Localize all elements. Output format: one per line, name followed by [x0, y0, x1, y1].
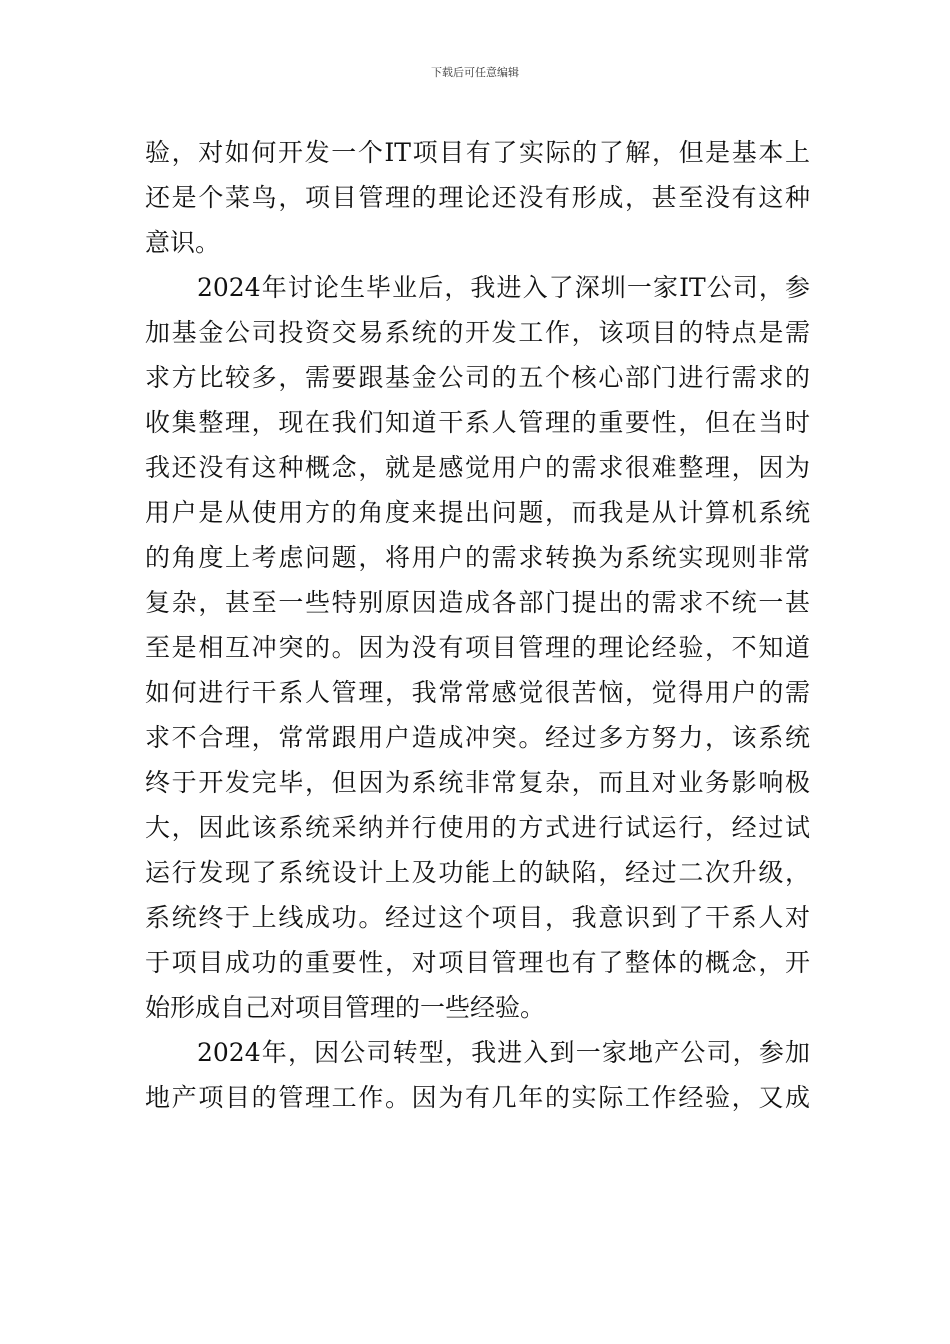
text-line: 终于开发完毕，但因为系统非常复杂，而且对业务影响极 — [145, 768, 810, 797]
text-line: 大，因此该系统采纳并行使用的方式进行试运行，经过试 — [145, 813, 810, 842]
paragraph-3 — [145, 1030, 810, 1120]
paragraph-1 — [145, 130, 810, 265]
text-line: 至是相互冲突的。因为没有项目管理的理论经验，不知道 — [145, 633, 810, 662]
text-line: 2024年讨论生毕业后，我进入了深圳一家IT公司，参 — [197, 273, 810, 302]
text-line: 于项目成功的重要性，对项目管理也有了整体的概念，开 — [145, 948, 810, 977]
text-line: 用户是从使用方的角度来提出问题，而我是从计算机系统 — [145, 498, 810, 527]
text-line: 还是个菜鸟，项目管理的理论还没有形成，甚至没有这种 — [145, 183, 810, 212]
text-line: 系统终于上线成功。经过这个项目，我意识到了干系人对 — [145, 903, 810, 932]
text-line: 复杂，甚至一些特别原因造成各部门提出的需求不统一甚 — [145, 588, 810, 617]
text-line: 求不合理，常常跟用户造成冲突。经过多方努力，该系统 — [145, 723, 810, 752]
text-line: 收集整理，现在我们知道干系人管理的重要性，但在当时 — [145, 408, 810, 437]
paragraph-2 — [145, 265, 810, 1030]
text-line: 意识。 — [145, 228, 221, 257]
text-line: 地产项目的管理工作。因为有几年的实际工作经验，又成 — [145, 1083, 810, 1112]
text-line: 始形成自己对项目管理的一些经验。 — [145, 993, 546, 1022]
text-line: 2024年，因公司转型，我进入到一家地产公司，参加 — [197, 1038, 810, 1067]
text-line: 加基金公司投资交易系统的开发工作，该项目的特点是需 — [145, 318, 810, 347]
text-line: 如何进行干系人管理，我常常感觉很苦恼，觉得用户的需 — [145, 678, 810, 707]
document-body — [145, 130, 810, 1120]
text-line: 运行发现了系统设计上及功能上的缺陷，经过二次升级， — [145, 858, 810, 887]
text-line: 我还没有这种概念，就是感觉用户的需求很难整理，因为 — [145, 453, 810, 482]
text-line: 的角度上考虑问题，将用户的需求转换为系统实现则非常 — [145, 543, 810, 572]
text-line: 求方比较多，需要跟基金公司的五个核心部门进行需求的 — [145, 363, 810, 392]
page-header: 下载后可任意编辑 — [431, 66, 519, 79]
text-line: 验，对如何开发一个IT项目有了实际的了解，但是基本上 — [145, 138, 810, 167]
